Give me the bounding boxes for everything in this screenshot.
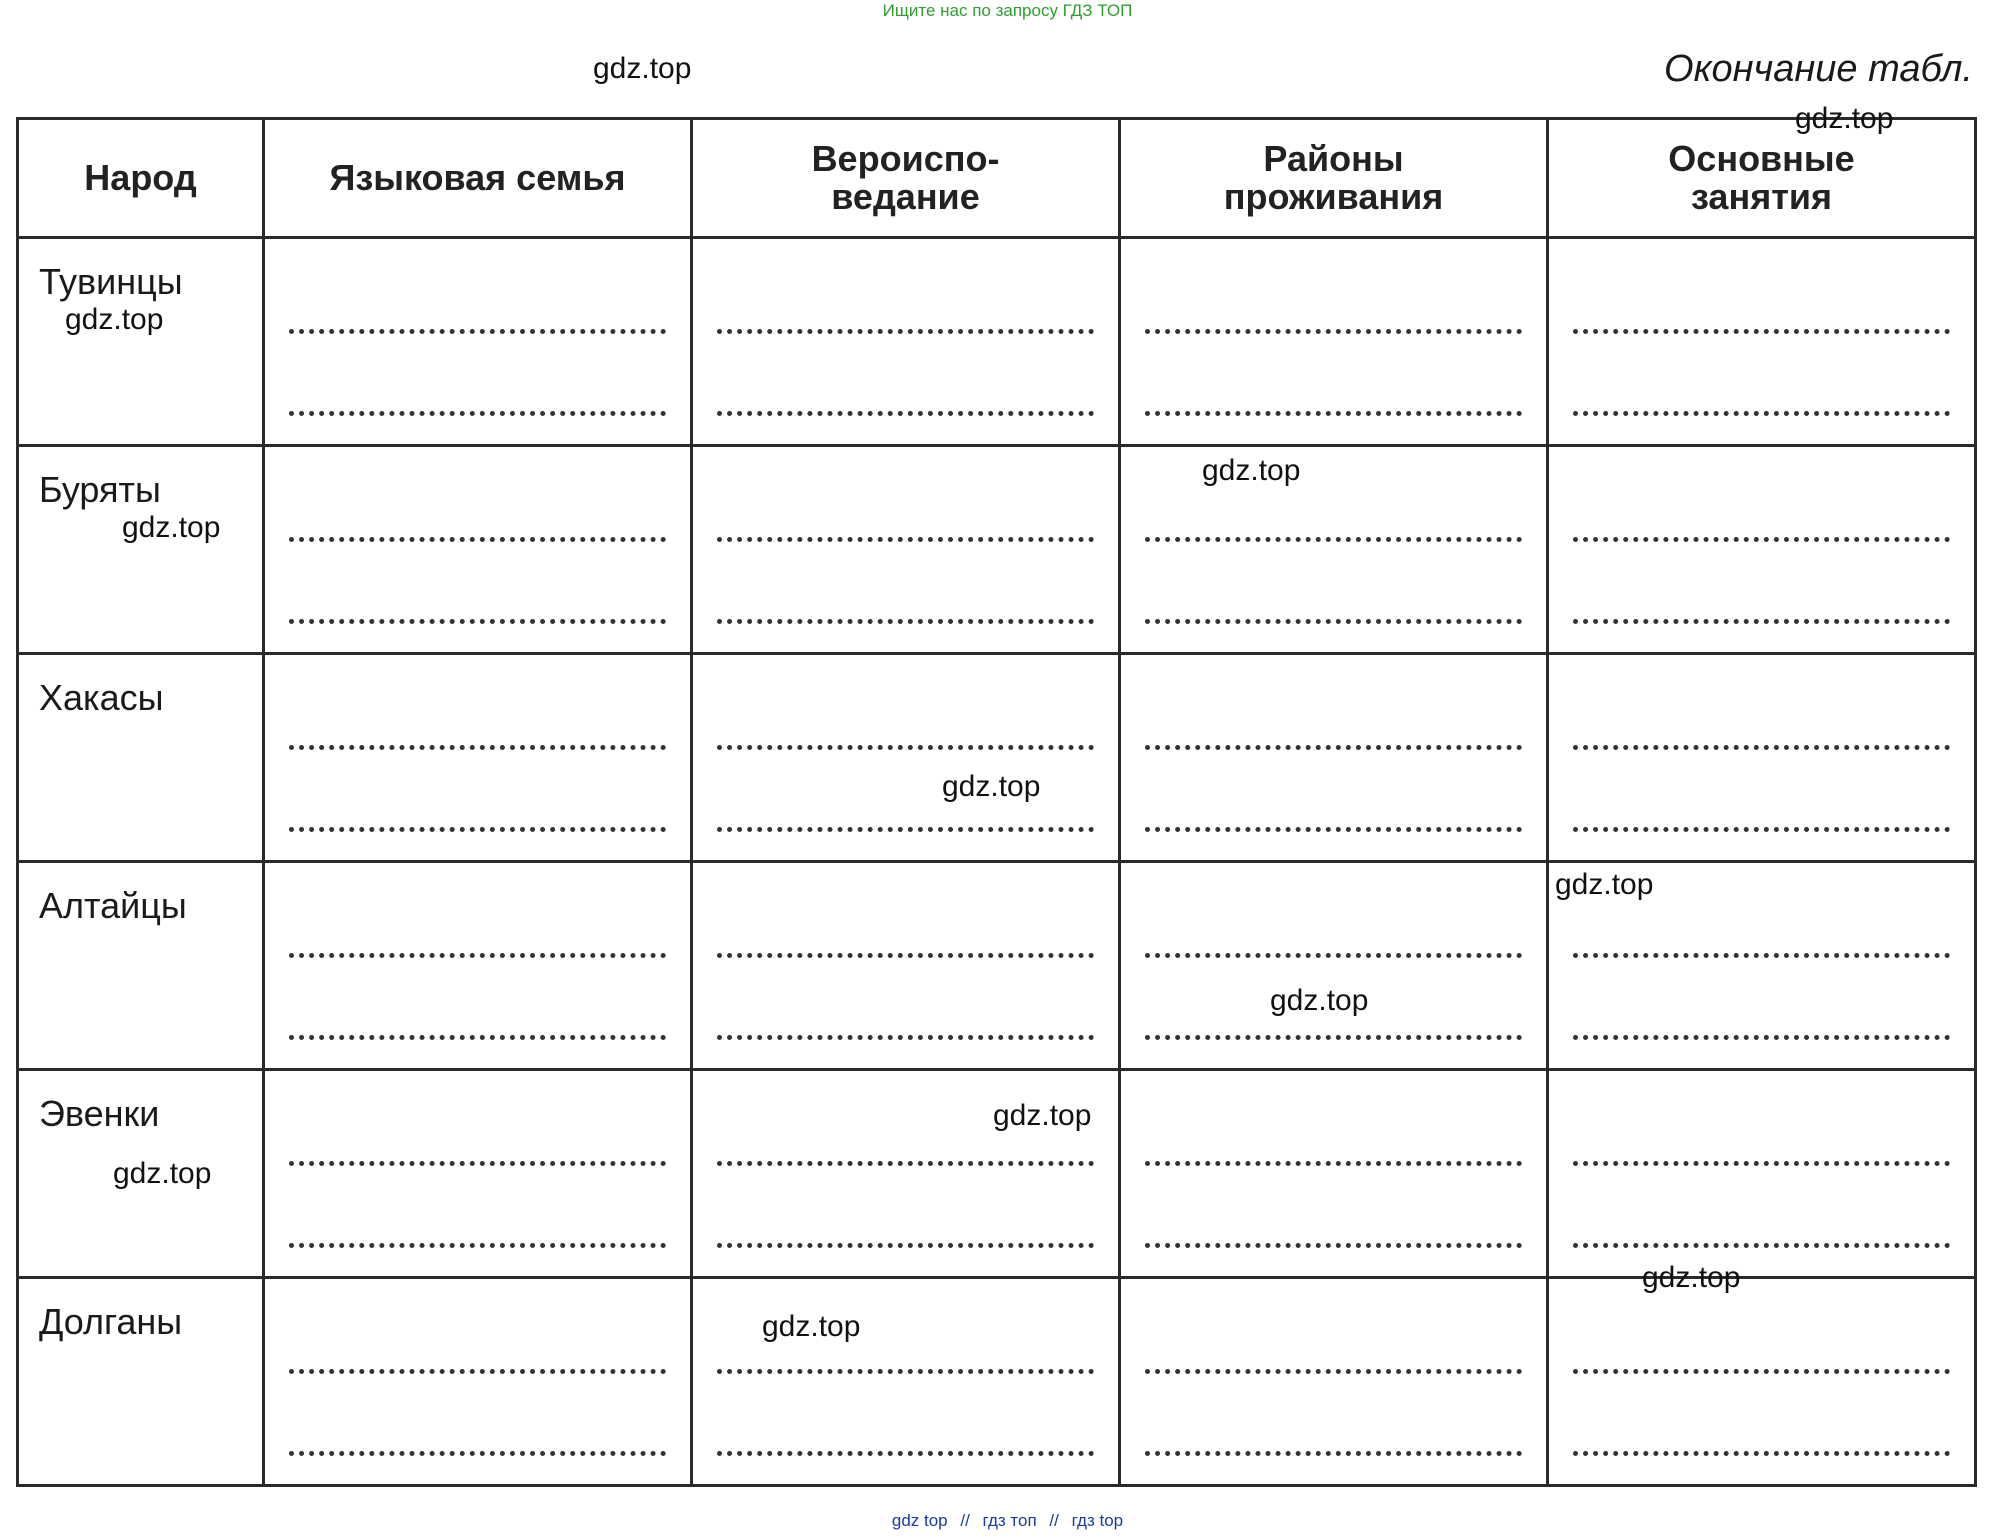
occupations-cell[interactable] — [1548, 238, 1976, 446]
answer-line[interactable] — [289, 537, 666, 542]
answer-line[interactable] — [1145, 745, 1522, 750]
occupations-cell[interactable] — [1548, 1070, 1976, 1278]
people-name: Долганы — [39, 1301, 183, 1342]
answer-line[interactable] — [717, 745, 1094, 750]
regions-cell[interactable] — [1120, 1070, 1548, 1278]
answer-line[interactable] — [1573, 619, 1950, 624]
religion-cell[interactable] — [692, 1278, 1120, 1486]
answer-line[interactable] — [717, 537, 1094, 542]
language-cell[interactable] — [264, 654, 692, 862]
watermark: gdz.top — [122, 511, 221, 544]
answer-line[interactable] — [289, 745, 666, 750]
watermark: gdz.top — [1642, 1261, 1741, 1294]
watermark: gdz.top — [993, 1099, 1092, 1132]
answer-line[interactable] — [717, 827, 1094, 832]
answer-line[interactable] — [289, 953, 666, 958]
watermark: gdz.top — [1202, 454, 1301, 487]
answer-line[interactable] — [717, 1161, 1094, 1166]
language-cell[interactable] — [264, 238, 692, 446]
answer-line[interactable] — [717, 1243, 1094, 1248]
religion-cell[interactable] — [692, 862, 1120, 1070]
answer-line[interactable] — [717, 1035, 1094, 1040]
answer-line[interactable] — [717, 1451, 1094, 1456]
occupations-cell[interactable] — [1548, 1278, 1976, 1486]
answer-line[interactable] — [1573, 745, 1950, 750]
top-banner[interactable]: Ищите нас по запросу ГДЗ ТОП — [882, 1, 1133, 20]
header-people: Народ — [18, 119, 264, 238]
watermark: gdz.top — [942, 770, 1041, 803]
language-cell[interactable] — [264, 1070, 692, 1278]
answer-line[interactable] — [1145, 953, 1522, 958]
answer-line[interactable] — [289, 1369, 666, 1374]
answer-line[interactable] — [717, 953, 1094, 958]
table-row — [18, 238, 1976, 446]
answer-line[interactable] — [1145, 411, 1522, 416]
header-occupations: Основные занятия — [1548, 119, 1976, 238]
answer-line[interactable] — [289, 1161, 666, 1166]
answer-line[interactable] — [1145, 827, 1522, 832]
answer-line[interactable] — [1145, 1243, 1522, 1248]
answer-line[interactable] — [1145, 329, 1522, 334]
answer-line[interactable] — [1573, 411, 1950, 416]
people-cell — [18, 1278, 264, 1486]
answer-line[interactable] — [289, 411, 666, 416]
answer-line[interactable] — [1573, 1369, 1950, 1374]
answer-line[interactable] — [1145, 619, 1522, 624]
answer-line[interactable] — [1145, 1369, 1522, 1374]
answer-line[interactable] — [289, 1243, 666, 1248]
answer-line[interactable] — [1573, 827, 1950, 832]
answer-line[interactable] — [1573, 1035, 1950, 1040]
watermark: gdz.top — [1270, 984, 1369, 1017]
language-cell[interactable] — [264, 446, 692, 654]
watermark: gdz.top — [593, 52, 692, 85]
header-row — [18, 119, 1976, 238]
people-cell — [18, 446, 264, 654]
people-cell — [18, 654, 264, 862]
people-name: Хакасы — [39, 677, 164, 718]
people-cell — [18, 862, 264, 1070]
watermark: gdz.top — [762, 1310, 861, 1343]
religion-cell[interactable] — [692, 446, 1120, 654]
footer-separator: // — [1049, 1511, 1059, 1530]
footer-link[interactable]: гдз топ — [982, 1511, 1037, 1530]
table-row — [18, 654, 1976, 862]
language-cell[interactable] — [264, 862, 692, 1070]
answer-line[interactable] — [1573, 953, 1950, 958]
header-language-family: Языковая семья — [264, 119, 692, 238]
header-religion: Вероиспо- ведание — [692, 119, 1120, 238]
watermark: gdz.top — [113, 1157, 212, 1190]
people-name: Алтайцы — [39, 885, 187, 926]
answer-line[interactable] — [1573, 329, 1950, 334]
occupations-cell[interactable] — [1548, 654, 1976, 862]
language-cell[interactable] — [264, 1278, 692, 1486]
answer-line[interactable] — [289, 1035, 666, 1040]
watermark: gdz.top — [65, 303, 164, 336]
header-regions: Районы проживания — [1120, 119, 1548, 238]
table-row — [18, 446, 1976, 654]
answer-line[interactable] — [1145, 1161, 1522, 1166]
regions-cell[interactable] — [1120, 654, 1548, 862]
answer-line[interactable] — [1573, 1451, 1950, 1456]
table-row — [18, 862, 1976, 1070]
answer-line[interactable] — [717, 619, 1094, 624]
regions-cell[interactable] — [1120, 238, 1548, 446]
regions-cell[interactable] — [1120, 1278, 1548, 1486]
people-name: Буряты — [39, 469, 161, 510]
footer-link[interactable]: гдз top — [1071, 1511, 1124, 1530]
people-cell — [18, 238, 264, 446]
answer-line[interactable] — [1573, 537, 1950, 542]
footer-link[interactable]: gdz top — [891, 1511, 948, 1530]
watermark: gdz.top — [1555, 868, 1654, 901]
footer-separator: // — [960, 1511, 970, 1530]
answer-line[interactable] — [1145, 1035, 1522, 1040]
answer-line[interactable] — [289, 619, 666, 624]
answer-line[interactable] — [1145, 537, 1522, 542]
watermark: gdz.top — [1795, 102, 1894, 135]
answer-line[interactable] — [1573, 1161, 1950, 1166]
religion-cell[interactable] — [692, 654, 1120, 862]
footer-links — [0, 1511, 2015, 1531]
people-name: Тувинцы — [39, 261, 183, 302]
answer-line[interactable] — [717, 329, 1094, 334]
religion-cell[interactable] — [692, 238, 1120, 446]
table-row — [18, 1278, 1976, 1486]
table-caption: Окончание табл. — [1664, 48, 1973, 90]
answer-line[interactable] — [717, 411, 1094, 416]
answer-line[interactable] — [1145, 1451, 1522, 1456]
answer-line[interactable] — [289, 329, 666, 334]
occupations-cell[interactable] — [1548, 446, 1976, 654]
people-name: Эвенки — [39, 1093, 160, 1134]
answer-line[interactable] — [717, 1369, 1094, 1374]
answer-line[interactable] — [289, 827, 666, 832]
regions-cell[interactable] — [1120, 862, 1548, 1070]
answer-line[interactable] — [289, 1451, 666, 1456]
answer-line[interactable] — [1573, 1243, 1950, 1248]
regions-cell[interactable] — [1120, 446, 1548, 654]
